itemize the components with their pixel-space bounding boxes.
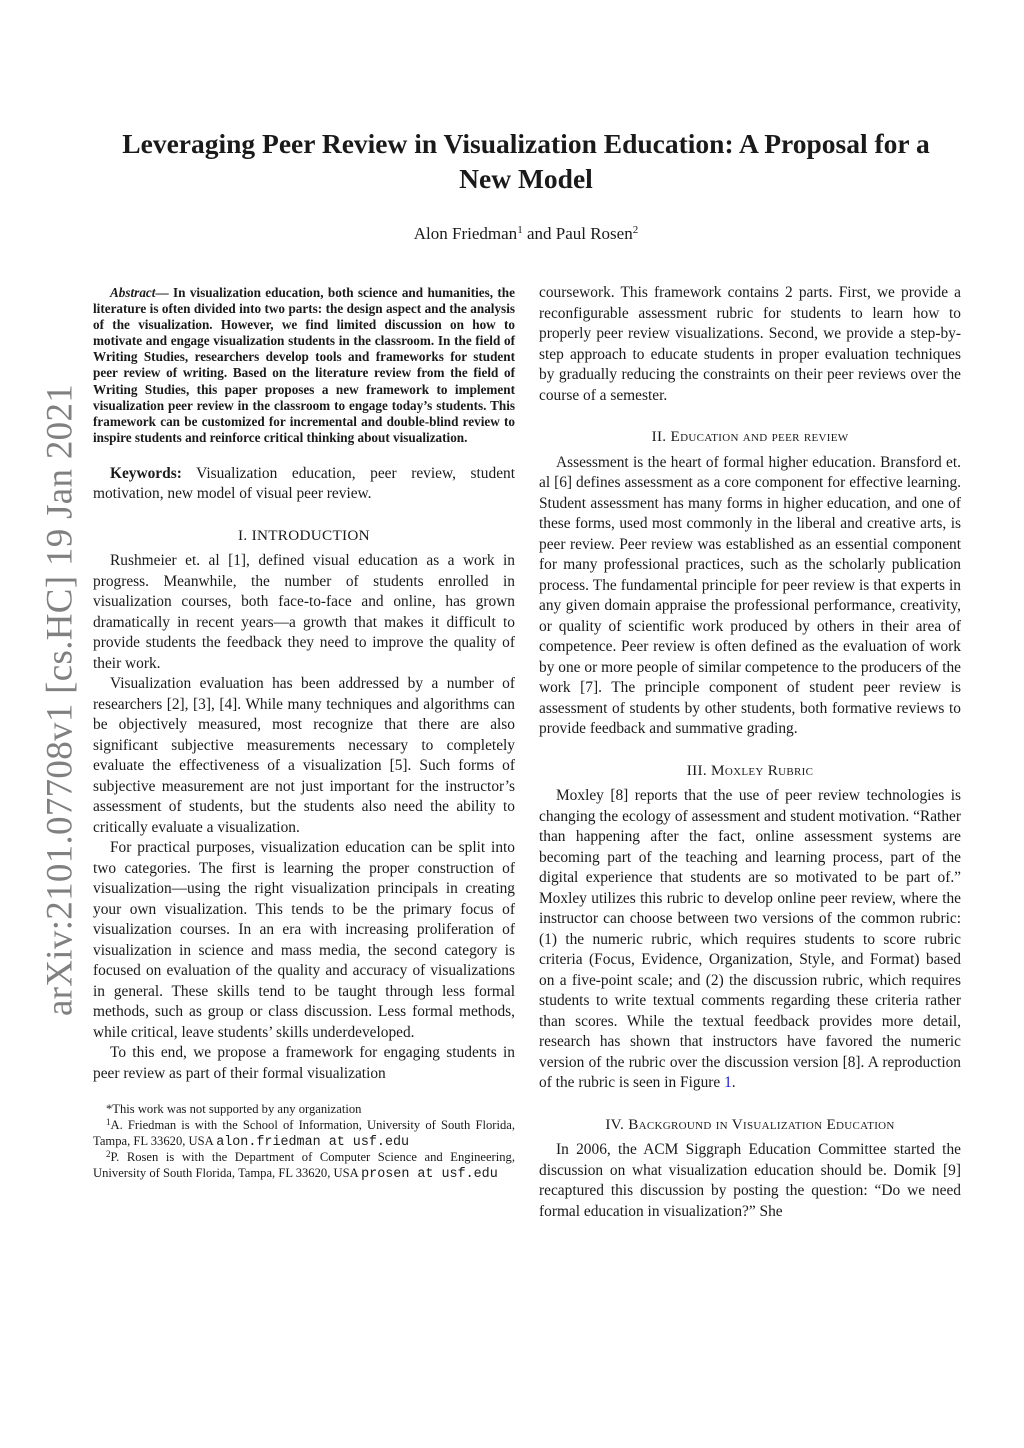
section-heading-moxley-rubric xyxy=(539,761,961,782)
section-heading-background xyxy=(539,1115,961,1136)
paragraph xyxy=(539,786,961,1094)
keywords-label: Keywords: xyxy=(110,464,182,482)
author-name: Alon Friedman xyxy=(413,224,518,243)
left-column xyxy=(93,283,515,1182)
footnote-text: P. Rosen is with the Department of Computer Science and Engineering, University of South Florida, Tampa, FL 33620, USA xyxy=(93,1150,515,1180)
abstract-text: In visualization education, both science and humanities, the literature is often divided into two parts: the design aspect and the analysis of the visualization. However, we find limited discussion on how to motivate and engage visualization students in the classroom. In the field of Writing Studies, researchers develop tools and frameworks for student peer review of writing. Based on the literature review from the field of Writing Studies, this paper proposes a new framework to implement visualization peer review in the classroom to engage today’s students. This framework can be customized for incremental and double-blind review to inspire students and reinforce critical thinking about visualization. xyxy=(93,285,515,445)
author-affiliation-marker: 2 xyxy=(632,224,639,236)
section-heading-introduction xyxy=(93,526,515,547)
paragraph-text: Moxley [8] reports that the use of peer review technologies is changing the ecology of assessment and student motivation. “Rather than happening after the fact, online assessment systems are becoming part of the teaching and learning process, part of the digital experience that students are so motivated to be part of.” Moxley utilizes this rubric to develop online peer review, where the instructor can choose between two versions of the common rubric: (1) the numeric rubric, which requires students to score rubric criteria (Focus, Evidence, Organization, Style, and Format) based on a five-point scale; and (2) the discussion rubric, which requires students to write textual comments regarding these criteria rather than scores. While the textual feedback provides more detail, research has shown that instructors have favored the numeric version of the rubric over the discussion version [8]. A reproduction of the rubric is seen in Figure xyxy=(539,787,961,1091)
paragraph: Visualization evaluation has been addressed by a number of researchers [2], [3], [4]. While many techniques and algorithms can be objectively measured, most recognize that there are also significant subjective measurements necessary to completely evaluate the effectiveness of a visualization [5]. Such forms of subjective measurement are not just important for the instructor’s assessment of students, but the students also need the ability to critically evaluate a visualization. xyxy=(93,675,515,836)
footnote xyxy=(93,1150,515,1182)
footnote-text: A. Friedman is with the School of Information, University of South Florida, Tampa, FL 33620, USA xyxy=(93,1118,515,1148)
author-email: prosen at usf.edu xyxy=(361,1166,498,1182)
paper-title: Leveraging Peer Review in Visualization Education: A Proposal for a New Model xyxy=(122,128,930,194)
right-column xyxy=(539,283,961,1222)
author-connector: and xyxy=(522,224,556,243)
footnote: *This work was not supported by any organization xyxy=(106,1102,362,1117)
footnote-marker: 1 xyxy=(106,1117,111,1128)
section-number: IV. xyxy=(605,1115,625,1133)
paragraph: For practical purposes, visualization education can be split into two categories. The first is learning the proper construction of visualization—using the right visualization principals in creating your own visualization. This tends to be the primary focus of visualization courses. In an era with increasing proliferation of visualization in science and mass media, the second category is focused on evaluation of the quality and accuracy of visualizations in general. These skills tend to be taught through less formal methods, such as group or class discussion. Less formal methods, while critical, leave students’ skills underdeveloped. xyxy=(93,839,515,1041)
paragraph: Assessment is the heart of formal higher education. Bransford et. al [6] defines assessment as a core component for effective learning. Student assessment has many forms in higher education, and one of these forms, used most commonly in the liberal and creative arts, is peer review. Peer review was established as an essential component for many professional practices, such as the scholarly publication process. The fundamental principle for peer review is that experts in any given domain appraise the professional performance, creativity, or quality of scientific work produced by others in their area of competence. Peer review is often defined as the evaluation of work by one or more people of similar competence to the producers of the work [7]. The principle component of student peer review is assessment of students by other students, both formative reviews to provide feedback and summative grading. xyxy=(539,453,961,737)
author-line xyxy=(95,224,957,244)
author-email: alon.friedman at usf.edu xyxy=(216,1134,410,1150)
abstract-dash: — xyxy=(155,285,173,300)
paragraph: coursework. This framework contains 2 parts. First, we provide a reconfigurable assessment rubric for students to learn how to properly peer review visualizations. Second, we provide a step-by-step approach to educate students in proper evaluation techniques by gradually reducing the constraints on their peer reviews over the course of a semester. xyxy=(539,284,961,404)
section-number: III. xyxy=(686,761,707,779)
keywords-text: Visualization education, peer review, student motivation, new model of visual peer review. xyxy=(93,464,515,503)
section-title: INTRODUCTION xyxy=(251,526,370,544)
section-number: II. xyxy=(651,428,667,445)
paragraph: To this end, we propose a framework for engaging students in peer review as part of their formal visualization xyxy=(93,1044,515,1082)
author-name: Paul Rosen xyxy=(555,224,633,243)
section-title: Moxley Rubric xyxy=(711,761,814,779)
arxiv-identifier-stamp: arXiv:2101.07708v1 [cs.HC] 19 Jan 2021 xyxy=(39,383,81,1017)
paragraph: Rushmeier et. al [1], defined visual education as a work in progress. Meanwhile, the number of students enrolled in visualization courses, both face-to-face and online, has grown dramatically in recent years—a growth that makes it difficult to provide students the feedback they need to improve the quality of their work. xyxy=(93,552,515,672)
abstract xyxy=(93,283,515,446)
keywords xyxy=(93,464,515,505)
section-title: Background in Visualization Education xyxy=(628,1115,895,1133)
figure-reference-link[interactable]: 1 xyxy=(724,1074,732,1091)
footnote-marker: 2 xyxy=(106,1149,111,1160)
section-number: I. xyxy=(238,526,248,544)
footnotes xyxy=(93,1102,515,1182)
paragraph-end: . xyxy=(731,1074,736,1091)
paragraph: In 2006, the ACM Siggraph Education Committee started the discussion on what visualization education should be. Domik [9] recaptured this discussion by posting the question: “Do we need formal education in visualization?” She xyxy=(539,1141,961,1220)
footnote xyxy=(93,1118,515,1150)
author-affiliation-marker: 1 xyxy=(517,224,523,236)
section-title: Education and peer review xyxy=(670,428,849,445)
section-heading-education xyxy=(539,427,961,448)
abstract-label: Abstract xyxy=(110,285,156,300)
